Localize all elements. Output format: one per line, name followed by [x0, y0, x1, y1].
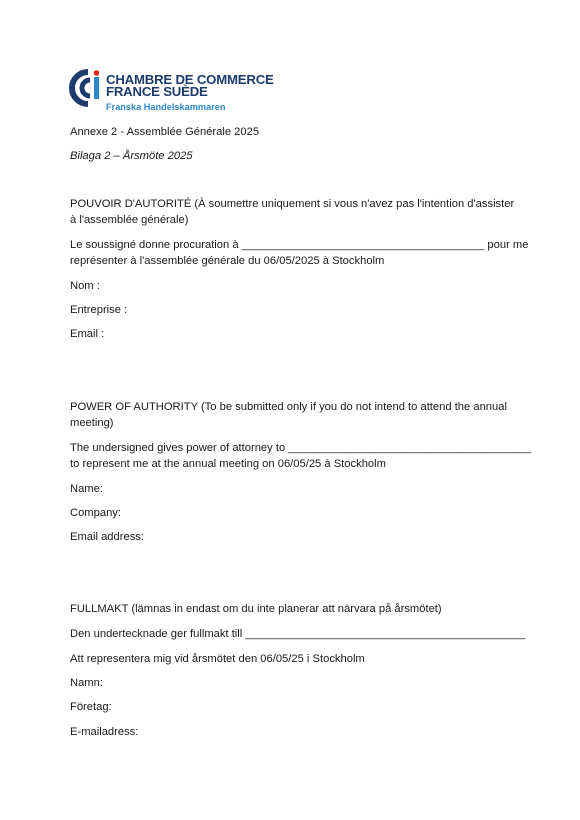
- chamber-logo: [68, 68, 288, 114]
- french-proxy-line: Le soussigné donne procuration à _______________________________________ pour me: [70, 239, 529, 251]
- english-proxy-line-cont: to represent me at the annual meeting on 06/05/25 à Stockholm: [70, 458, 386, 470]
- french-section-title: POUVOIR D'AUTORITÉ (À soumettre uniquement si vous n'avez pas l'intention d'assister: [70, 198, 515, 210]
- english-section-title: POWER OF AUTHORITY (To be submitted only if you do not intend to attend the annual: [70, 401, 507, 413]
- swedish-email-field: E-mailadress:: [70, 726, 139, 738]
- logo-title-line1: CHAMBRE DE COMMERCE: [106, 72, 274, 87]
- swedish-section-title: FULLMAKT (lämnas in endast om du inte planerar att närvara på årsmötet): [70, 603, 442, 615]
- french-email-field: Email :: [70, 328, 105, 340]
- french-section-title-cont: à l'assemblée générale): [70, 214, 189, 226]
- english-name-field: Name:: [70, 483, 103, 495]
- swedish-company-field: Företag:: [70, 701, 112, 713]
- annex-title-sv: Bilaga 2 – Årsmöte 2025: [70, 150, 193, 162]
- swedish-proxy-line-cont: Att representera mig vid årsmötet den 06/05/25 i Stockholm: [70, 653, 365, 665]
- swedish-name-field: Namn:: [70, 677, 103, 689]
- french-company-field: Entreprise :: [70, 304, 128, 316]
- logo-subtitle: Franska Handelskammaren: [106, 102, 226, 112]
- logo-title-line2: FRANCE SUÈDE: [106, 84, 208, 99]
- french-name-field: Nom :: [70, 280, 100, 292]
- annex-title-fr: Annexe 2 - Assemblée Générale 2025: [70, 126, 260, 138]
- english-company-field: Company:: [70, 507, 121, 519]
- french-proxy-line-cont: représenter à l'assemblée générale du 06/05/2025 à Stockholm: [70, 255, 385, 267]
- swedish-proxy-line: Den undertecknade ger fullmakt till _____________________________________________: [70, 628, 526, 640]
- chamber-emblem-icon: [68, 68, 104, 108]
- english-email-field: Email address:: [70, 531, 144, 543]
- english-proxy-line: The undersigned gives power of attorney to _______________________________________: [70, 442, 531, 454]
- english-section-title-cont: meeting): [70, 417, 114, 429]
